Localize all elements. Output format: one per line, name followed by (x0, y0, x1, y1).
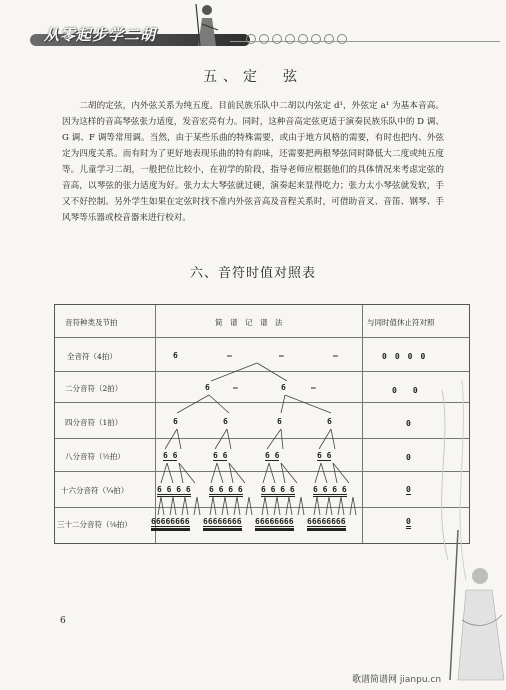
row-label-thirtysecond: 三十二分音符（⅛拍） (57, 520, 132, 529)
rest-half: 0 0 (392, 386, 418, 395)
tree-branch (213, 497, 216, 515)
row-label-sixteenth: 十六分音符（¼拍） (61, 486, 129, 495)
tree-branch (353, 497, 356, 515)
tree-branch (285, 395, 331, 413)
half-note: 6 (281, 383, 286, 392)
quarter-note: 6 (173, 417, 178, 426)
header-rest: 与同时值休止符对照 (367, 318, 435, 327)
tree-branch (209, 395, 229, 413)
header-note-type: 音符种类及节拍 (65, 318, 118, 327)
row-label-half: 二分音符（2拍） (65, 384, 123, 393)
whole-note: 6 (173, 351, 178, 360)
erhu-player-icon (188, 2, 226, 48)
tree-branch (277, 497, 280, 515)
tree-branch (319, 429, 331, 449)
tree-branch (182, 497, 185, 515)
tree-branch (286, 497, 289, 515)
sixteenth-note-group: 6 6 6 6 (209, 485, 243, 497)
tree-branch (281, 395, 285, 413)
watermark (352, 672, 441, 685)
watermark-site: 歌谱简谱网 (352, 675, 398, 685)
row-label-quarter: 四分音符（1拍） (65, 418, 123, 427)
tree-branch (197, 497, 200, 515)
tree-branch (331, 429, 335, 449)
whole-dash: – (333, 351, 338, 360)
subdivision-tree (55, 305, 469, 543)
decorative-erhu-figure (422, 380, 506, 690)
tree-branch (165, 429, 177, 449)
rest-whole: 0 0 0 0 (382, 352, 426, 361)
tree-branch (234, 497, 237, 515)
tree-branch (249, 497, 252, 515)
tree-branch (329, 497, 332, 515)
tree-branch (315, 463, 321, 483)
tree-branch (173, 497, 176, 515)
row-label-eighth: 八分音符（½拍） (65, 452, 125, 461)
tree-branch (326, 497, 329, 515)
tree-branch (269, 463, 275, 483)
eighth-note-pair: 6 6 (163, 451, 178, 460)
half-dash: – (233, 383, 238, 392)
tree-branch (211, 463, 217, 483)
tree-branch (265, 497, 268, 515)
tree-branch (298, 497, 301, 515)
tree-branch (289, 497, 292, 515)
eighth-note-pair: 6 6 (317, 451, 332, 460)
sixteenth-note-group: 6 6 6 6 (261, 485, 295, 497)
tree-branch (274, 497, 277, 515)
half-dash: – (311, 383, 316, 392)
tree-branch (225, 497, 228, 515)
section-title-tuning: 五、定 弦 (203, 69, 303, 85)
tree-branch (177, 429, 181, 449)
tree-branch (211, 363, 257, 381)
sixteenth-note-group: 6 6 6 6 (157, 485, 191, 497)
eighth-note-pair: 6 6 (213, 451, 228, 460)
rest-eighth: 0 (406, 453, 411, 462)
page-header (0, 0, 506, 56)
tree-branch (210, 497, 213, 515)
quarter-note: 6 (327, 417, 332, 426)
rest-quarter: 0 (406, 419, 411, 428)
thirtysecond-note-group: 66666666 (151, 517, 190, 529)
whole-dash: – (279, 351, 284, 360)
tree-branch (281, 429, 283, 449)
quarter-note: 6 (277, 417, 282, 426)
row-label-whole: 全音符（4拍） (67, 352, 117, 361)
tree-branch (227, 429, 231, 449)
tree-branch (167, 463, 173, 483)
tree-branch (161, 463, 167, 483)
tuning-paragraph: 二胡的定弦，内外弦关系为纯五度。目前民族乐队中二胡以内弦定 d¹，外弦定 a¹ 为基本音高。因为这样的音高琴弦张力适度，发音宏亮有力。同时，这种音高定弦更适于演奏民族乐队中的 D 调、G 调、F 调等常用调。当然，由于某些乐曲的特殊需要，或由于地方风格的需要，有时也把内、外弦定为四度关系。而有时为了更好地表现乐曲的特有韵味，还需要把两根琴弦同时降低大二度或纯五度等。儿童学习二胡，一般把位比较小，在初学的阶段，指导老师应根据他们的具体情况来考虑定弦的音高，以琴弦的张力适度为好。张力太大琴弦就过硬，演奏起来显得吃力；张力太小琴弦就发软，手又不好控制。另外学生如果在定弦时找不准内外弦音高及音程关系时，可借助音叉、音笛、钢琴、手风琴等乐器或校音器来进行校对。 (62, 101, 444, 223)
page-number: 6 (60, 616, 66, 626)
thirtysecond-note-group: 66666666 (307, 517, 346, 529)
thirtysecond-note-group: 66666666 (203, 517, 242, 529)
tree-branch (257, 363, 287, 381)
tree-branch (185, 497, 188, 515)
tree-branch (263, 463, 269, 483)
tree-branch (267, 429, 281, 449)
tree-branch (262, 497, 265, 515)
tree-branch (317, 497, 320, 515)
tree-branch (237, 497, 240, 515)
tree-branch (177, 395, 209, 413)
half-note: 6 (205, 383, 210, 392)
book-title: 从零起步学二胡 (44, 26, 157, 44)
tree-branch (321, 463, 327, 483)
header-notation: 简 谱 记 谱 法 (215, 318, 283, 327)
tree-branch (341, 497, 344, 515)
tree-branch (158, 497, 161, 515)
thirtysecond-note-group: 66666666 (255, 517, 294, 529)
tree-branch (301, 497, 304, 515)
tree-branch (215, 429, 227, 449)
rest-thirtysecond: 0 (406, 517, 411, 529)
sixteenth-note-group: 6 6 6 6 (313, 485, 347, 497)
tree-branch (246, 497, 249, 515)
tree-branch (194, 497, 197, 515)
tree-branch (170, 497, 173, 515)
eighth-note-pair: 6 6 (265, 451, 280, 460)
tree-branch (161, 497, 164, 515)
tree-branch (222, 497, 225, 515)
section-title-note-values: 六、音符时值对照表 (189, 266, 316, 281)
watermark-url: jianpu.cn (399, 675, 442, 685)
tree-branch (314, 497, 317, 515)
header-circles (246, 34, 347, 44)
tree-branch (350, 497, 353, 515)
tree-branch (217, 463, 223, 483)
tree-branch (338, 497, 341, 515)
note-value-table (54, 304, 470, 544)
rest-sixteenth: 0 (406, 485, 411, 494)
whole-dash: – (227, 351, 232, 360)
quarter-note: 6 (223, 417, 228, 426)
